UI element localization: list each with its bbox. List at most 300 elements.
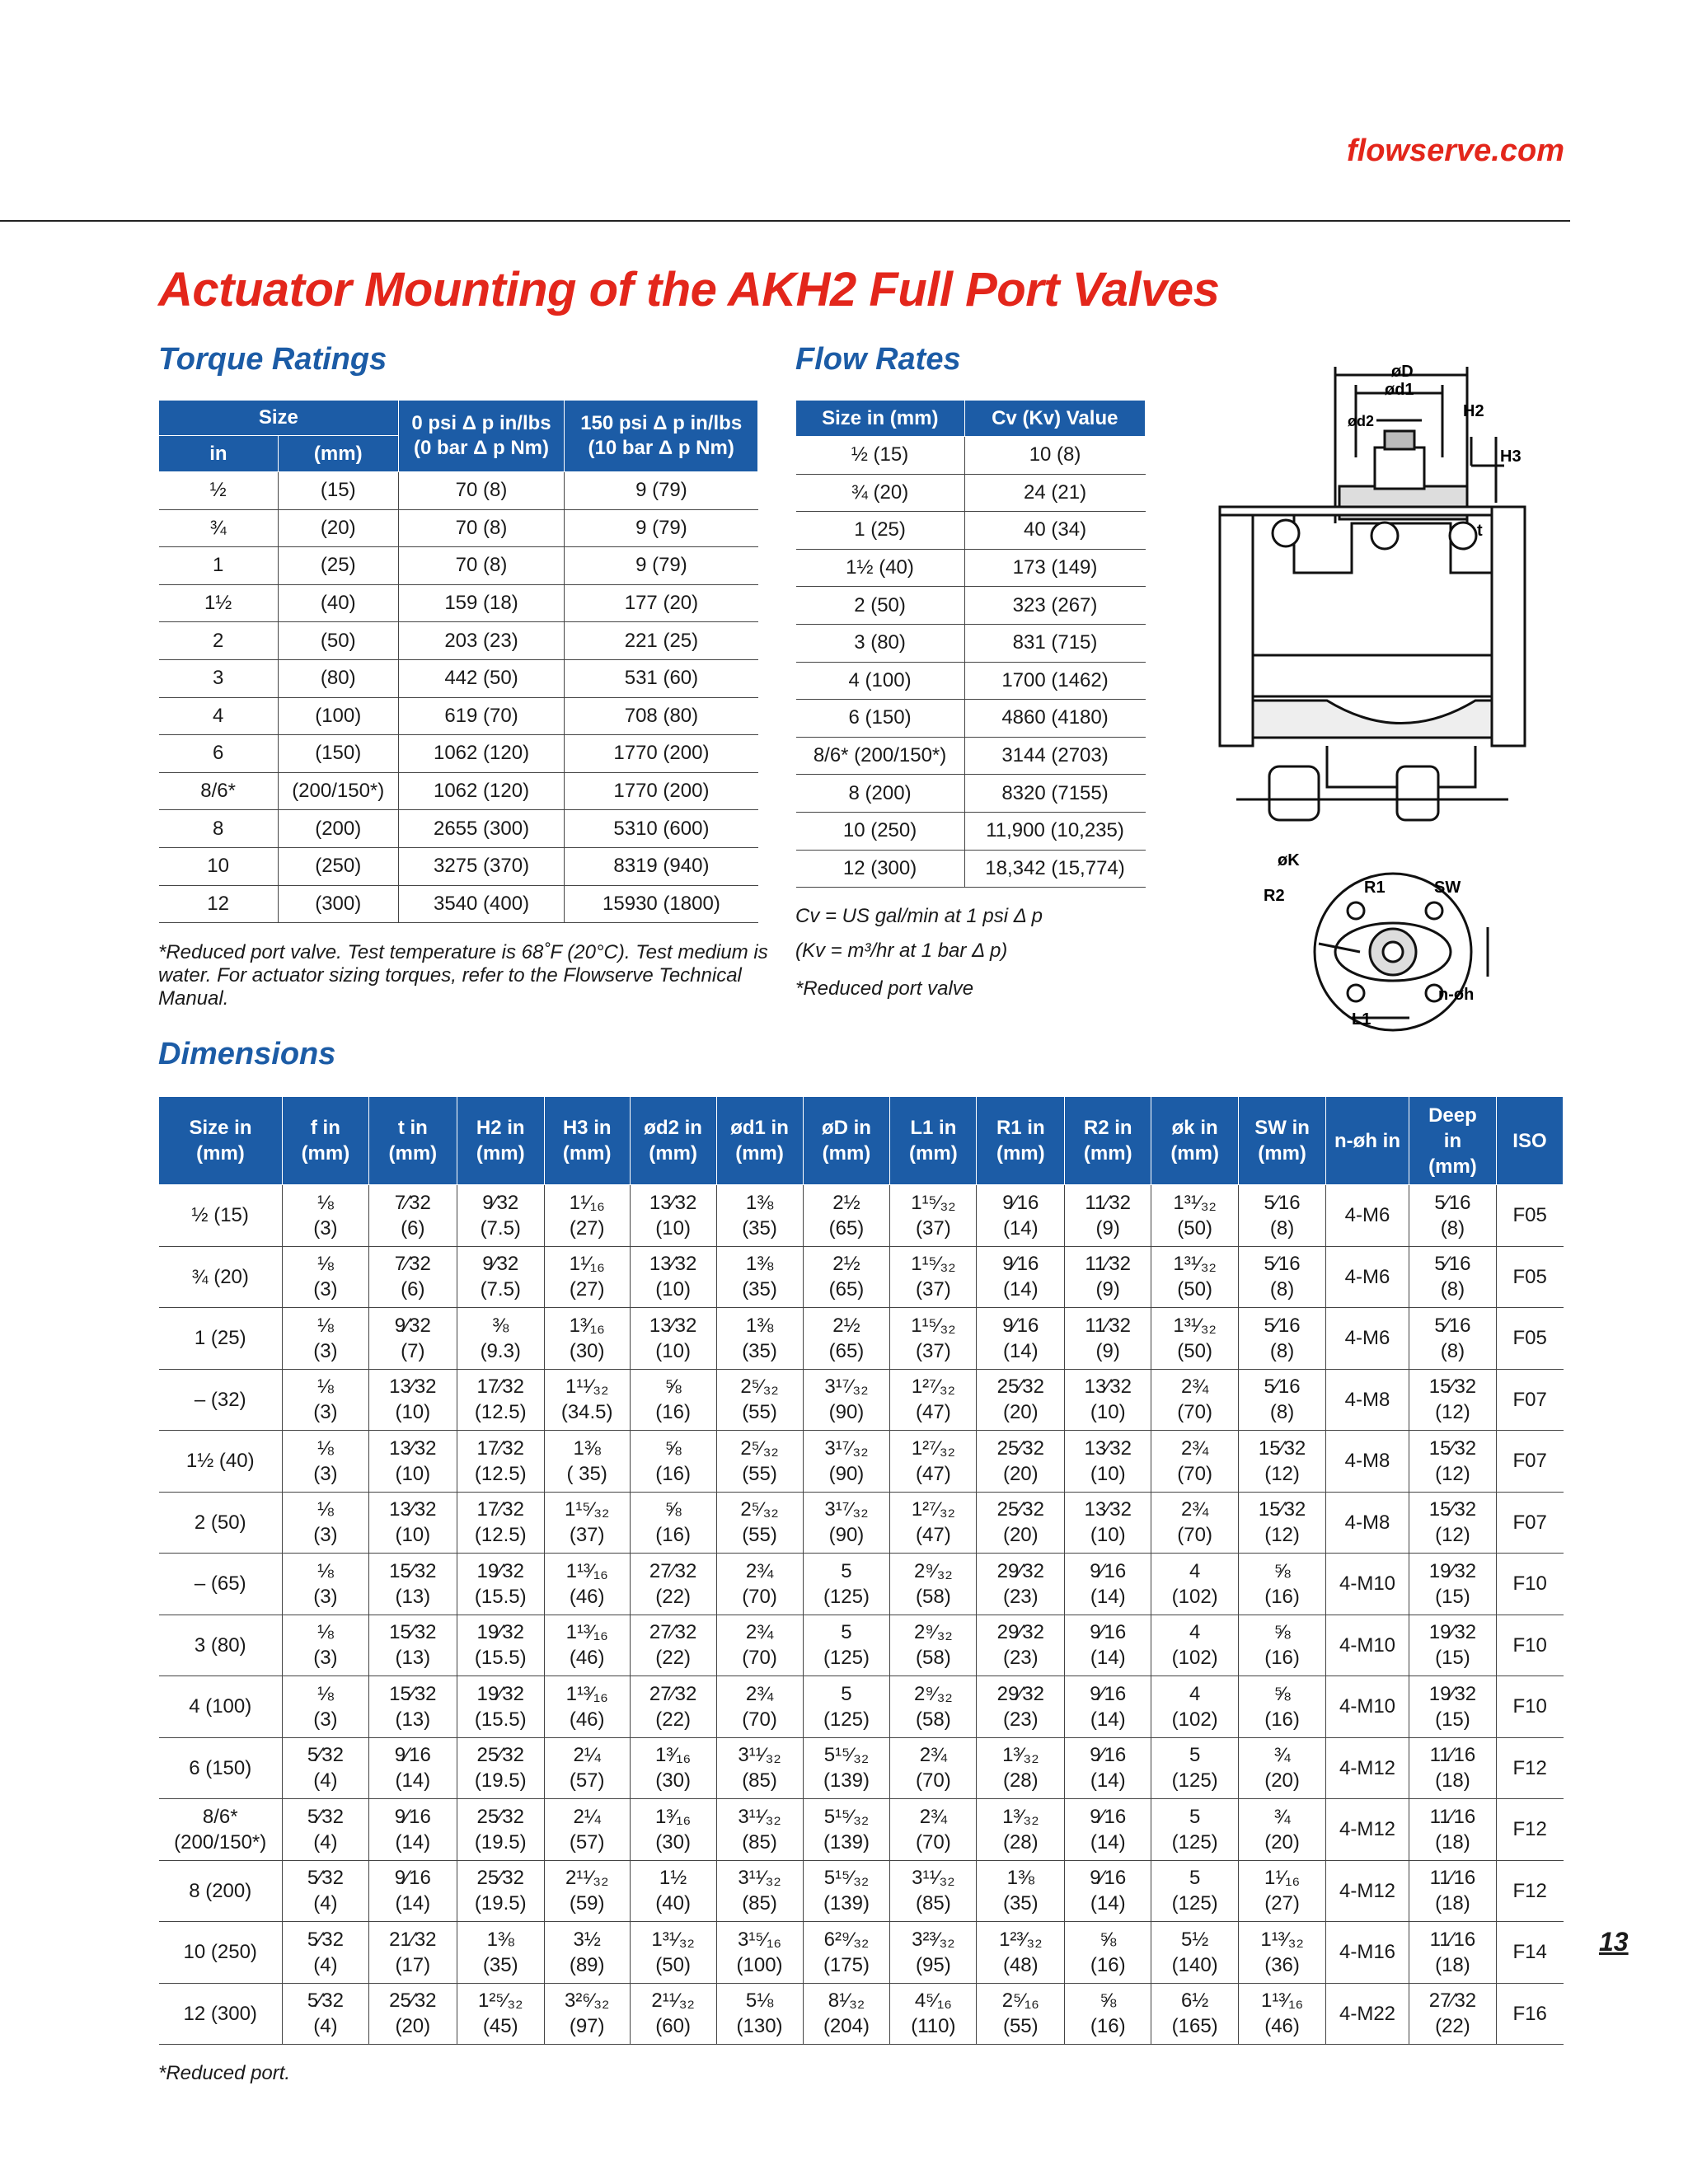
dimensions-cell: 4⁵⁄₁₆ (110) bbox=[890, 1983, 977, 2045]
flow-cell: 4 (100) bbox=[796, 662, 965, 700]
flow-row bbox=[796, 587, 1146, 625]
dimensions-table bbox=[158, 1096, 1564, 2045]
dimensions-cell: 13⁄32 (10) bbox=[368, 1431, 457, 1493]
dimensions-cell: 19⁄32 (15.5) bbox=[457, 1615, 544, 1676]
torque-cell: 70 (8) bbox=[398, 509, 565, 547]
dimensions-cell: 13⁄32 (10) bbox=[630, 1246, 716, 1308]
dimensions-cell: 1³⁄₁₆ (30) bbox=[630, 1737, 716, 1799]
dimensions-cell: 1¹⁄₁₆ (27) bbox=[1239, 1860, 1326, 1922]
torque-cell: 8 bbox=[159, 810, 279, 848]
torque-cell: 9 (79) bbox=[565, 547, 758, 585]
dimensions-cell: 2½ (65) bbox=[803, 1246, 890, 1308]
diagram-label-t: t bbox=[1477, 522, 1483, 540]
dimensions-cell: 11⁄16 (18) bbox=[1409, 1799, 1496, 1861]
dimensions-cell: 3¹¹⁄₃₂ (85) bbox=[716, 1860, 803, 1922]
dimensions-cell: 9⁄16 (14) bbox=[977, 1185, 1065, 1247]
dimensions-cell: 5 (125) bbox=[1151, 1737, 1239, 1799]
dimensions-header: R1 in (mm) bbox=[977, 1097, 1065, 1185]
dimensions-cell: 4-M10 bbox=[1326, 1676, 1409, 1738]
dimensions-cell: F07 bbox=[1496, 1492, 1563, 1554]
torque-row bbox=[159, 847, 758, 885]
dimensions-cell: 1½ (40) bbox=[630, 1860, 716, 1922]
dimensions-cell: 10 (250) bbox=[159, 1922, 283, 1984]
dimensions-cell: F12 bbox=[1496, 1860, 1563, 1922]
diagram-label-od1: ød1 bbox=[1385, 381, 1414, 399]
dimensions-cell: ⅝ (16) bbox=[1239, 1554, 1326, 1615]
site-url: flowserve.com bbox=[1347, 134, 1564, 168]
torque-cell: 15930 (1800) bbox=[565, 885, 758, 923]
torque-cell: ¾ bbox=[159, 509, 279, 547]
dimensions-cell: 5⁄32 (4) bbox=[282, 1737, 368, 1799]
flow-heading: Flow Rates bbox=[795, 342, 961, 377]
flow-cell: 3 (80) bbox=[796, 624, 965, 662]
dimensions-cell: 17⁄32 (12.5) bbox=[457, 1492, 544, 1554]
dimensions-cell: – (65) bbox=[159, 1554, 283, 1615]
torque-cell: 1770 (200) bbox=[565, 772, 758, 810]
dimensions-cell: 25⁄32 (20) bbox=[368, 1983, 457, 2045]
dimensions-cell: 1⅜ (35) bbox=[716, 1246, 803, 1308]
dimensions-cell: ⅛ (3) bbox=[282, 1185, 368, 1247]
torque-150psi-header: 150 psi Δ p in/lbs (10 bar Δ p Nm) bbox=[565, 401, 758, 472]
dimensions-cell: F10 bbox=[1496, 1554, 1563, 1615]
dimensions-cell: 9⁄16 (14) bbox=[1065, 1860, 1151, 1922]
dimensions-cell: 15⁄32 (12) bbox=[1409, 1369, 1496, 1431]
dimensions-cell: 5⁄16 (8) bbox=[1239, 1246, 1326, 1308]
dimensions-cell: 4-M12 bbox=[1326, 1799, 1409, 1861]
torque-cell: 9 (79) bbox=[565, 472, 758, 510]
diagram-label-R1: R1 bbox=[1364, 879, 1386, 897]
torque-cell: 159 (18) bbox=[398, 584, 565, 622]
dimensions-cell: 4-M8 bbox=[1326, 1492, 1409, 1554]
dimensions-cell: 5 (125) bbox=[1151, 1860, 1239, 1922]
dimensions-header: øk in (mm) bbox=[1151, 1097, 1239, 1185]
torque-note: *Reduced port valve. Test temperature is 68˚F (20°C). Test medium is water. For actuator sizing torques, refer to the Flowserve Technical Manual. bbox=[158, 941, 768, 1010]
dimensions-cell: F05 bbox=[1496, 1185, 1563, 1247]
dimensions-cell: 2 (50) bbox=[159, 1492, 283, 1554]
dimensions-cell: 1³⁄₃₂ (28) bbox=[977, 1737, 1065, 1799]
flow-row bbox=[796, 624, 1146, 662]
dimensions-heading: Dimensions bbox=[158, 1037, 336, 1071]
dimensions-cell: 9⁄16 (14) bbox=[1065, 1554, 1151, 1615]
dimensions-row bbox=[159, 1554, 1564, 1615]
dimensions-cell: 25⁄32 (19.5) bbox=[457, 1799, 544, 1861]
torque-cell: 9 (79) bbox=[565, 509, 758, 547]
dimensions-row bbox=[159, 1185, 1564, 1247]
torque-cell: (200/150*) bbox=[278, 772, 398, 810]
dimensions-cell: 9⁄16 (14) bbox=[977, 1246, 1065, 1308]
flow-cell: 1½ (40) bbox=[796, 549, 965, 587]
diagram-label-H2: H2 bbox=[1463, 402, 1484, 420]
dimensions-cell: 4 (100) bbox=[159, 1676, 283, 1738]
dimensions-cell: 25⁄32 (19.5) bbox=[457, 1737, 544, 1799]
flow-table bbox=[795, 400, 1146, 888]
flow-cell: 40 (34) bbox=[964, 512, 1145, 550]
dimensions-cell: 15⁄32 (13) bbox=[368, 1615, 457, 1676]
diagram-label-oD: øD bbox=[1391, 363, 1414, 381]
dimensions-cell: 29⁄32 (23) bbox=[977, 1554, 1065, 1615]
dimensions-cell: 4-M10 bbox=[1326, 1615, 1409, 1676]
flow-cell: 10 (8) bbox=[964, 437, 1145, 475]
dimensions-header: H3 in (mm) bbox=[544, 1097, 630, 1185]
dimensions-cell: 1³⁄₁₆ (30) bbox=[544, 1308, 630, 1370]
dimensions-cell: 9⁄16 (14) bbox=[1065, 1799, 1151, 1861]
dimensions-cell: 5⁄16 (8) bbox=[1239, 1308, 1326, 1370]
dimensions-row bbox=[159, 1431, 1564, 1493]
flow-cell: ½ (15) bbox=[796, 437, 965, 475]
dimensions-cell: 3¹⁵⁄₁₆ (100) bbox=[716, 1922, 803, 1984]
torque-cell: (150) bbox=[278, 735, 398, 773]
dimensions-cell: ⅝ (16) bbox=[630, 1369, 716, 1431]
dimensions-cell: 9⁄32 (7.5) bbox=[457, 1246, 544, 1308]
torque-row bbox=[159, 885, 758, 923]
dimensions-cell: 2¹¹⁄₃₂ (59) bbox=[544, 1860, 630, 1922]
dimensions-cell: 13⁄32 (10) bbox=[368, 1492, 457, 1554]
dimensions-cell: 12 (300) bbox=[159, 1983, 283, 2045]
flow-note-kv: (Kv = m³/hr at 1 bar Δ p) bbox=[795, 940, 1008, 962]
torque-cell: (15) bbox=[278, 472, 398, 510]
dimensions-cell: 2¾ (70) bbox=[890, 1737, 977, 1799]
torque-heading: Torque Ratings bbox=[158, 342, 387, 377]
dimensions-cell: 9⁄32 (7) bbox=[368, 1308, 457, 1370]
dimensions-cell: 19⁄32 (15.5) bbox=[457, 1554, 544, 1615]
flow-cell: 18,342 (15,774) bbox=[964, 850, 1145, 888]
torque-row bbox=[159, 509, 758, 547]
dimensions-cell: 7⁄32 (6) bbox=[368, 1246, 457, 1308]
dimensions-cell: 6²⁹⁄₃₂ (175) bbox=[803, 1922, 890, 1984]
dimensions-header: SW in (mm) bbox=[1239, 1097, 1326, 1185]
diagram-label-L1: L1 bbox=[1352, 1010, 1372, 1029]
dimensions-row bbox=[159, 1246, 1564, 1308]
dimensions-cell: 5⁄16 (8) bbox=[1239, 1185, 1326, 1247]
dimensions-cell: 1¹⁵⁄₃₂ (37) bbox=[890, 1185, 977, 1247]
torque-cell: (40) bbox=[278, 584, 398, 622]
dimensions-cell: 2¾ (70) bbox=[1151, 1369, 1239, 1431]
page-number: 13 bbox=[1599, 1927, 1629, 1957]
flow-cell: 831 (715) bbox=[964, 624, 1145, 662]
dimensions-cell: 13⁄32 (10) bbox=[1065, 1369, 1151, 1431]
flow-cell: 11,900 (10,235) bbox=[964, 812, 1145, 850]
dimensions-cell: 15⁄32 (12) bbox=[1409, 1431, 1496, 1493]
dimensions-cell: 15⁄32 (13) bbox=[368, 1554, 457, 1615]
dimensions-header: ød2 in (mm) bbox=[630, 1097, 716, 1185]
dimensions-cell: 19⁄32 (15) bbox=[1409, 1554, 1496, 1615]
torque-cell: (25) bbox=[278, 547, 398, 585]
dimensions-cell: 11⁄16 (18) bbox=[1409, 1922, 1496, 1984]
dimensions-cell: F16 bbox=[1496, 1983, 1563, 2045]
valve-mounting-diagram bbox=[1187, 359, 1550, 1034]
dimensions-cell: 8¹⁄₃₂ (204) bbox=[803, 1983, 890, 2045]
dimensions-cell: 3¹¹⁄₃₂ (85) bbox=[716, 1799, 803, 1861]
dimensions-note: *Reduced port. bbox=[158, 2062, 291, 2084]
torque-cell: 221 (25) bbox=[565, 622, 758, 660]
flow-cell: 6 (150) bbox=[796, 700, 965, 738]
dimensions-cell: 5⁄32 (4) bbox=[282, 1983, 368, 2045]
dimensions-row bbox=[159, 1308, 1564, 1370]
flow-note-cv: Cv = US gal/min at 1 psi Δ p bbox=[795, 905, 1043, 927]
dimensions-cell: 13⁄32 (10) bbox=[1065, 1492, 1151, 1554]
dimensions-cell: 1²⁷⁄₃₂ (47) bbox=[890, 1492, 977, 1554]
dimensions-cell: 3¹¹⁄₃₂ (85) bbox=[716, 1737, 803, 1799]
dimensions-header: Deep in (mm) bbox=[1409, 1097, 1496, 1185]
torque-row bbox=[159, 472, 758, 510]
dimensions-cell: 11⁄32 (9) bbox=[1065, 1185, 1151, 1247]
dimensions-cell: 2¾ (70) bbox=[1151, 1431, 1239, 1493]
flow-cell: 173 (149) bbox=[964, 549, 1145, 587]
dimensions-cell: ⅛ (3) bbox=[282, 1246, 368, 1308]
torque-cell: 619 (70) bbox=[398, 697, 565, 735]
dimensions-cell: 2⁵⁄₃₂ (55) bbox=[716, 1492, 803, 1554]
dimensions-cell: ½ (15) bbox=[159, 1185, 283, 1247]
dimensions-cell: 1¹³⁄₁₆ (46) bbox=[544, 1615, 630, 1676]
flow-row bbox=[796, 437, 1146, 475]
torque-cell: 70 (8) bbox=[398, 547, 565, 585]
dimensions-cell: 4-M6 bbox=[1326, 1185, 1409, 1247]
dimensions-cell: 9⁄16 (14) bbox=[368, 1737, 457, 1799]
flow-cell: 24 (21) bbox=[964, 474, 1145, 512]
dimensions-cell: 11⁄16 (18) bbox=[1409, 1737, 1496, 1799]
dimensions-cell: 9⁄16 (14) bbox=[977, 1308, 1065, 1370]
dimensions-cell: 9⁄32 (7.5) bbox=[457, 1185, 544, 1247]
dimensions-cell: 5⁄32 (4) bbox=[282, 1799, 368, 1861]
dimensions-cell: 1¹³⁄₁₆ (46) bbox=[544, 1676, 630, 1738]
torque-cell: 5310 (600) bbox=[565, 810, 758, 848]
torque-row bbox=[159, 622, 758, 660]
torque-cell: 1062 (120) bbox=[398, 735, 565, 773]
dimensions-row bbox=[159, 1799, 1564, 1861]
torque-cell: 708 (80) bbox=[565, 697, 758, 735]
torque-cell: 8/6* bbox=[159, 772, 279, 810]
flow-cell: 1700 (1462) bbox=[964, 662, 1145, 700]
dimensions-cell: 4 (102) bbox=[1151, 1554, 1239, 1615]
dimensions-header: Size in (mm) bbox=[159, 1097, 283, 1185]
dimensions-cell: 3½ (89) bbox=[544, 1922, 630, 1984]
dimensions-cell: 8/6* (200/150*) bbox=[159, 1799, 283, 1861]
dimensions-cell: 27⁄32 (22) bbox=[1409, 1983, 1496, 2045]
flow-row bbox=[796, 474, 1146, 512]
dimensions-cell: F14 bbox=[1496, 1922, 1563, 1984]
dimensions-cell: 25⁄32 (19.5) bbox=[457, 1860, 544, 1922]
dimensions-row bbox=[159, 1615, 1564, 1676]
dimensions-cell: 1¹⁄₁₆ (27) bbox=[544, 1185, 630, 1247]
dimensions-header: ISO bbox=[1496, 1097, 1563, 1185]
diagram-label-oK: øK bbox=[1278, 851, 1300, 869]
dimensions-cell: 19⁄32 (15) bbox=[1409, 1676, 1496, 1738]
dimensions-cell: 2⁹⁄₃₂ (58) bbox=[890, 1554, 977, 1615]
dimensions-cell: ⅛ (3) bbox=[282, 1308, 368, 1370]
dimensions-cell: 13⁄32 (10) bbox=[368, 1369, 457, 1431]
flow-cell: 8320 (7155) bbox=[964, 775, 1145, 813]
torque-cell: 2 bbox=[159, 622, 279, 660]
dimensions-cell: 2½ (65) bbox=[803, 1308, 890, 1370]
dimensions-cell: 1³¹⁄₃₂ (50) bbox=[1151, 1185, 1239, 1247]
dimensions-cell: 5⁄32 (4) bbox=[282, 1922, 368, 1984]
flow-row bbox=[796, 662, 1146, 700]
dimensions-cell: ⅛ (3) bbox=[282, 1676, 368, 1738]
torque-cell: 10 bbox=[159, 847, 279, 885]
dimensions-header: n-øh in bbox=[1326, 1097, 1409, 1185]
dimensions-cell: 4-M22 bbox=[1326, 1983, 1409, 2045]
dimensions-cell: 2⁹⁄₃₂ (58) bbox=[890, 1615, 977, 1676]
dimensions-row bbox=[159, 1737, 1564, 1799]
flow-cell: 8 (200) bbox=[796, 775, 965, 813]
torque-cell: 12 bbox=[159, 885, 279, 923]
torque-cell: (200) bbox=[278, 810, 398, 848]
flow-row bbox=[796, 549, 1146, 587]
dimensions-cell: 13⁄32 (10) bbox=[630, 1308, 716, 1370]
dimensions-cell: ⅝ (16) bbox=[1065, 1983, 1151, 2045]
flow-cell: 12 (300) bbox=[796, 850, 965, 888]
flow-cell: ¾ (20) bbox=[796, 474, 965, 512]
dimensions-cell: 2¼ (57) bbox=[544, 1737, 630, 1799]
dimensions-cell: 6½ (165) bbox=[1151, 1983, 1239, 2045]
diagram-label-H3: H3 bbox=[1500, 448, 1522, 466]
dimensions-cell: ⅝ (16) bbox=[1239, 1676, 1326, 1738]
dimensions-cell: 19⁄32 (15.5) bbox=[457, 1676, 544, 1738]
dimensions-cell: ⅜ (9.3) bbox=[457, 1308, 544, 1370]
dimensions-cell: 2¾ (70) bbox=[716, 1554, 803, 1615]
dimensions-row bbox=[159, 1369, 1564, 1431]
torque-cell: 1062 (120) bbox=[398, 772, 565, 810]
dimensions-cell: 1¹⁄₁₆ (27) bbox=[544, 1246, 630, 1308]
dimensions-cell: 4-M12 bbox=[1326, 1737, 1409, 1799]
dimensions-cell: F05 bbox=[1496, 1308, 1563, 1370]
dimensions-cell: ⅝ (16) bbox=[630, 1431, 716, 1493]
dimensions-cell: 1¹³⁄₁₆ (46) bbox=[1239, 1983, 1326, 2045]
torque-row bbox=[159, 810, 758, 848]
flow-row bbox=[796, 850, 1146, 888]
dimensions-cell: 2¾ (70) bbox=[890, 1799, 977, 1861]
flow-row bbox=[796, 812, 1146, 850]
torque-cell: 442 (50) bbox=[398, 659, 565, 697]
flow-row bbox=[796, 775, 1146, 813]
dimensions-cell: 11⁄32 (9) bbox=[1065, 1308, 1151, 1370]
dimensions-row bbox=[159, 1676, 1564, 1738]
torque-cell: 2655 (300) bbox=[398, 810, 565, 848]
dimensions-cell: 2¾ (70) bbox=[716, 1615, 803, 1676]
flow-cell: 10 (250) bbox=[796, 812, 965, 850]
dimensions-cell: 3¹⁷⁄₃₂ (90) bbox=[803, 1369, 890, 1431]
dimensions-cell: 1²⁷⁄₃₂ (47) bbox=[890, 1369, 977, 1431]
flow-cell: 1 (25) bbox=[796, 512, 965, 550]
dimensions-cell: 5 (125) bbox=[803, 1554, 890, 1615]
dimensions-cell: 25⁄32 (20) bbox=[977, 1492, 1065, 1554]
dimensions-cell: 1⅜ (35) bbox=[716, 1308, 803, 1370]
dimensions-cell: 3¹⁷⁄₃₂ (90) bbox=[803, 1492, 890, 1554]
dimensions-cell: 1¹⁵⁄₃₂ (37) bbox=[544, 1492, 630, 1554]
dimensions-header: H2 in (mm) bbox=[457, 1097, 544, 1185]
dimensions-cell: 9⁄16 (14) bbox=[1065, 1676, 1151, 1738]
dimensions-cell: 2¼ (57) bbox=[544, 1799, 630, 1861]
torque-cell: 1½ bbox=[159, 584, 279, 622]
dimensions-cell: 5 (125) bbox=[1151, 1799, 1239, 1861]
dimensions-cell: 2⁵⁄₃₂ (55) bbox=[716, 1431, 803, 1493]
dimensions-cell: ⅛ (3) bbox=[282, 1369, 368, 1431]
dimensions-cell: 1 (25) bbox=[159, 1308, 283, 1370]
dimensions-cell: 17⁄32 (12.5) bbox=[457, 1369, 544, 1431]
dimensions-cell: 6 (150) bbox=[159, 1737, 283, 1799]
dimensions-cell: 3²³⁄₃₂ (95) bbox=[890, 1922, 977, 1984]
dimensions-cell: 1⅜ (35) bbox=[716, 1185, 803, 1247]
dimensions-cell: 5⁄16 (8) bbox=[1409, 1246, 1496, 1308]
dimensions-cell: 5 (125) bbox=[803, 1676, 890, 1738]
dimensions-cell: 27⁄32 (22) bbox=[630, 1676, 716, 1738]
torque-cell: (50) bbox=[278, 622, 398, 660]
dimensions-cell: 1³¹⁄₃₂ (50) bbox=[1151, 1308, 1239, 1370]
dimensions-cell: 11⁄32 (9) bbox=[1065, 1246, 1151, 1308]
dimensions-cell: 2¾ (70) bbox=[716, 1676, 803, 1738]
dimensions-cell: 1²⁵⁄₃₂ (45) bbox=[457, 1983, 544, 2045]
page-title: Actuator Mounting of the AKH2 Full Port Valves bbox=[158, 263, 1220, 316]
torque-cell: 177 (20) bbox=[565, 584, 758, 622]
dimensions-cell: 1²⁷⁄₃₂ (47) bbox=[890, 1431, 977, 1493]
dimensions-cell: 1³⁄₁₆ (30) bbox=[630, 1799, 716, 1861]
torque-cell: 203 (23) bbox=[398, 622, 565, 660]
dimensions-cell: 9⁄16 (14) bbox=[1065, 1737, 1151, 1799]
torque-row bbox=[159, 735, 758, 773]
dimensions-row bbox=[159, 1983, 1564, 2045]
dimensions-cell: 1½ (40) bbox=[159, 1431, 283, 1493]
dimensions-cell: 2⁹⁄₃₂ (58) bbox=[890, 1676, 977, 1738]
dimensions-cell: 1¹⁵⁄₃₂ (37) bbox=[890, 1308, 977, 1370]
dimensions-cell: 4-M8 bbox=[1326, 1369, 1409, 1431]
dimensions-cell: 5⁄32 (4) bbox=[282, 1860, 368, 1922]
dimensions-cell: 9⁄16 (14) bbox=[1065, 1615, 1151, 1676]
diagram-label-noh: n-øh bbox=[1438, 986, 1475, 1004]
dimensions-cell: ⅝ (16) bbox=[1239, 1615, 1326, 1676]
dimensions-row bbox=[159, 1492, 1564, 1554]
torque-cell: 70 (8) bbox=[398, 472, 565, 510]
dimensions-row bbox=[159, 1860, 1564, 1922]
dimensions-cell: 2⁵⁄₃₂ (55) bbox=[716, 1369, 803, 1431]
dimensions-cell: 4-M6 bbox=[1326, 1308, 1409, 1370]
dimensions-cell: 9⁄16 (14) bbox=[368, 1799, 457, 1861]
dimensions-cell: 5¹⁵⁄₃₂ (139) bbox=[803, 1799, 890, 1861]
dimensions-cell: 1¹¹⁄₃₂ (34.5) bbox=[544, 1369, 630, 1431]
dimensions-cell: 2⁵⁄₁₆ (55) bbox=[977, 1983, 1065, 2045]
dimensions-cell: 3¹¹⁄₃₂ (85) bbox=[890, 1860, 977, 1922]
torque-row bbox=[159, 584, 758, 622]
dimensions-cell: 1⅜ ( 35) bbox=[544, 1431, 630, 1493]
diagram-label-SW: SW bbox=[1434, 879, 1461, 897]
torque-cell: 531 (60) bbox=[565, 659, 758, 697]
dimensions-cell: 15⁄32 (13) bbox=[368, 1676, 457, 1738]
dimensions-cell: 4 (102) bbox=[1151, 1676, 1239, 1738]
torque-cell: 1770 (200) bbox=[565, 735, 758, 773]
torque-cell: (100) bbox=[278, 697, 398, 735]
flow-cell: 3144 (2703) bbox=[964, 737, 1145, 775]
dimensions-header: øD in (mm) bbox=[803, 1097, 890, 1185]
dimensions-cell: ⅛ (3) bbox=[282, 1492, 368, 1554]
dimensions-cell: F07 bbox=[1496, 1431, 1563, 1493]
dimensions-cell: 4-M12 bbox=[1326, 1860, 1409, 1922]
torque-cell: 3540 (400) bbox=[398, 885, 565, 923]
torque-row bbox=[159, 659, 758, 697]
dimensions-header: ød1 in (mm) bbox=[716, 1097, 803, 1185]
dimensions-cell: 13⁄32 (10) bbox=[630, 1185, 716, 1247]
dimensions-cell: 2¹¹⁄₃₂ (60) bbox=[630, 1983, 716, 2045]
torque-cell: 1 bbox=[159, 547, 279, 585]
flow-row bbox=[796, 737, 1146, 775]
dimensions-cell: 7⁄32 (6) bbox=[368, 1185, 457, 1247]
flow-size-header: Size in (mm) bbox=[796, 401, 965, 437]
flow-note-reduced: *Reduced port valve bbox=[795, 977, 974, 1000]
dimensions-cell: 4-M16 bbox=[1326, 1922, 1409, 1984]
torque-in-header: in bbox=[159, 436, 279, 472]
dimensions-cell: – (32) bbox=[159, 1369, 283, 1431]
dimensions-cell: F12 bbox=[1496, 1737, 1563, 1799]
flow-row bbox=[796, 512, 1146, 550]
dimensions-cell: 15⁄32 (12) bbox=[1239, 1431, 1326, 1493]
